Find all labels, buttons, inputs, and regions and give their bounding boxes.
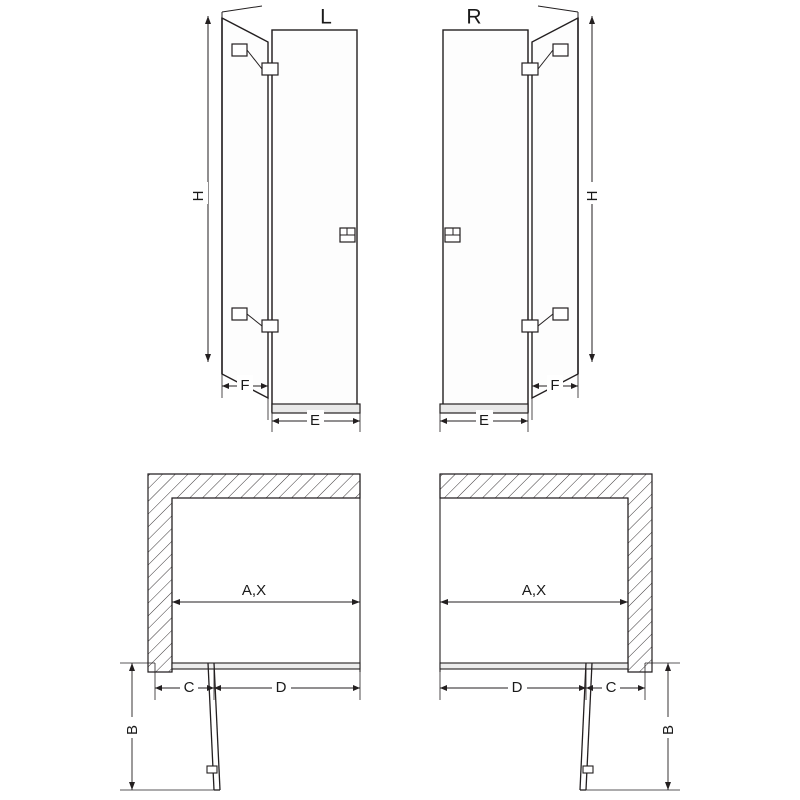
dimension-b-right [586,663,680,790]
dimension-label-ax-left: A,X [241,581,267,599]
dimension-label-d-left: D [275,678,287,696]
door-panel-right [443,30,528,412]
door-knob-right [445,228,460,242]
dimension-height-left [190,16,211,362]
door-swing-right [580,663,593,790]
door-panel-left [272,30,357,412]
dimension-height-right [584,16,602,362]
dimension-label-f-right: F [550,376,560,394]
wall-hatch-left-plan [148,474,360,672]
dimension-b-left [120,663,214,790]
dimension-label-d-right: D [511,678,523,696]
wall-hatch-right-plan [440,474,652,672]
dimension-label-ax-right: A,X [521,581,547,599]
view-label-l: L [320,5,332,29]
fixed-panel-left [222,18,268,398]
dimension-label-e-left: E [309,411,321,429]
front-view-left [190,6,360,432]
dimension-label-c-left: C [183,678,195,696]
dimension-ax-left [172,580,360,605]
dimension-label-h-right: H [583,190,601,202]
door-swing-left [207,663,220,790]
view-label-r: R [466,5,482,29]
front-view-right [440,6,602,432]
dimension-label-f-left: F [240,376,250,394]
dimension-label-h-left: H [189,190,207,202]
fixed-panel-right [532,18,578,398]
dimension-label-b-right: B [659,724,677,736]
dimension-label-c-right: C [605,678,617,696]
dimension-label-e-right: E [478,411,490,429]
plan-view-left [120,474,360,790]
plan-view-right [440,474,680,790]
dimension-ax-right [440,580,628,605]
dimension-label-b-left: B [123,724,141,736]
door-knob-left [340,228,355,242]
